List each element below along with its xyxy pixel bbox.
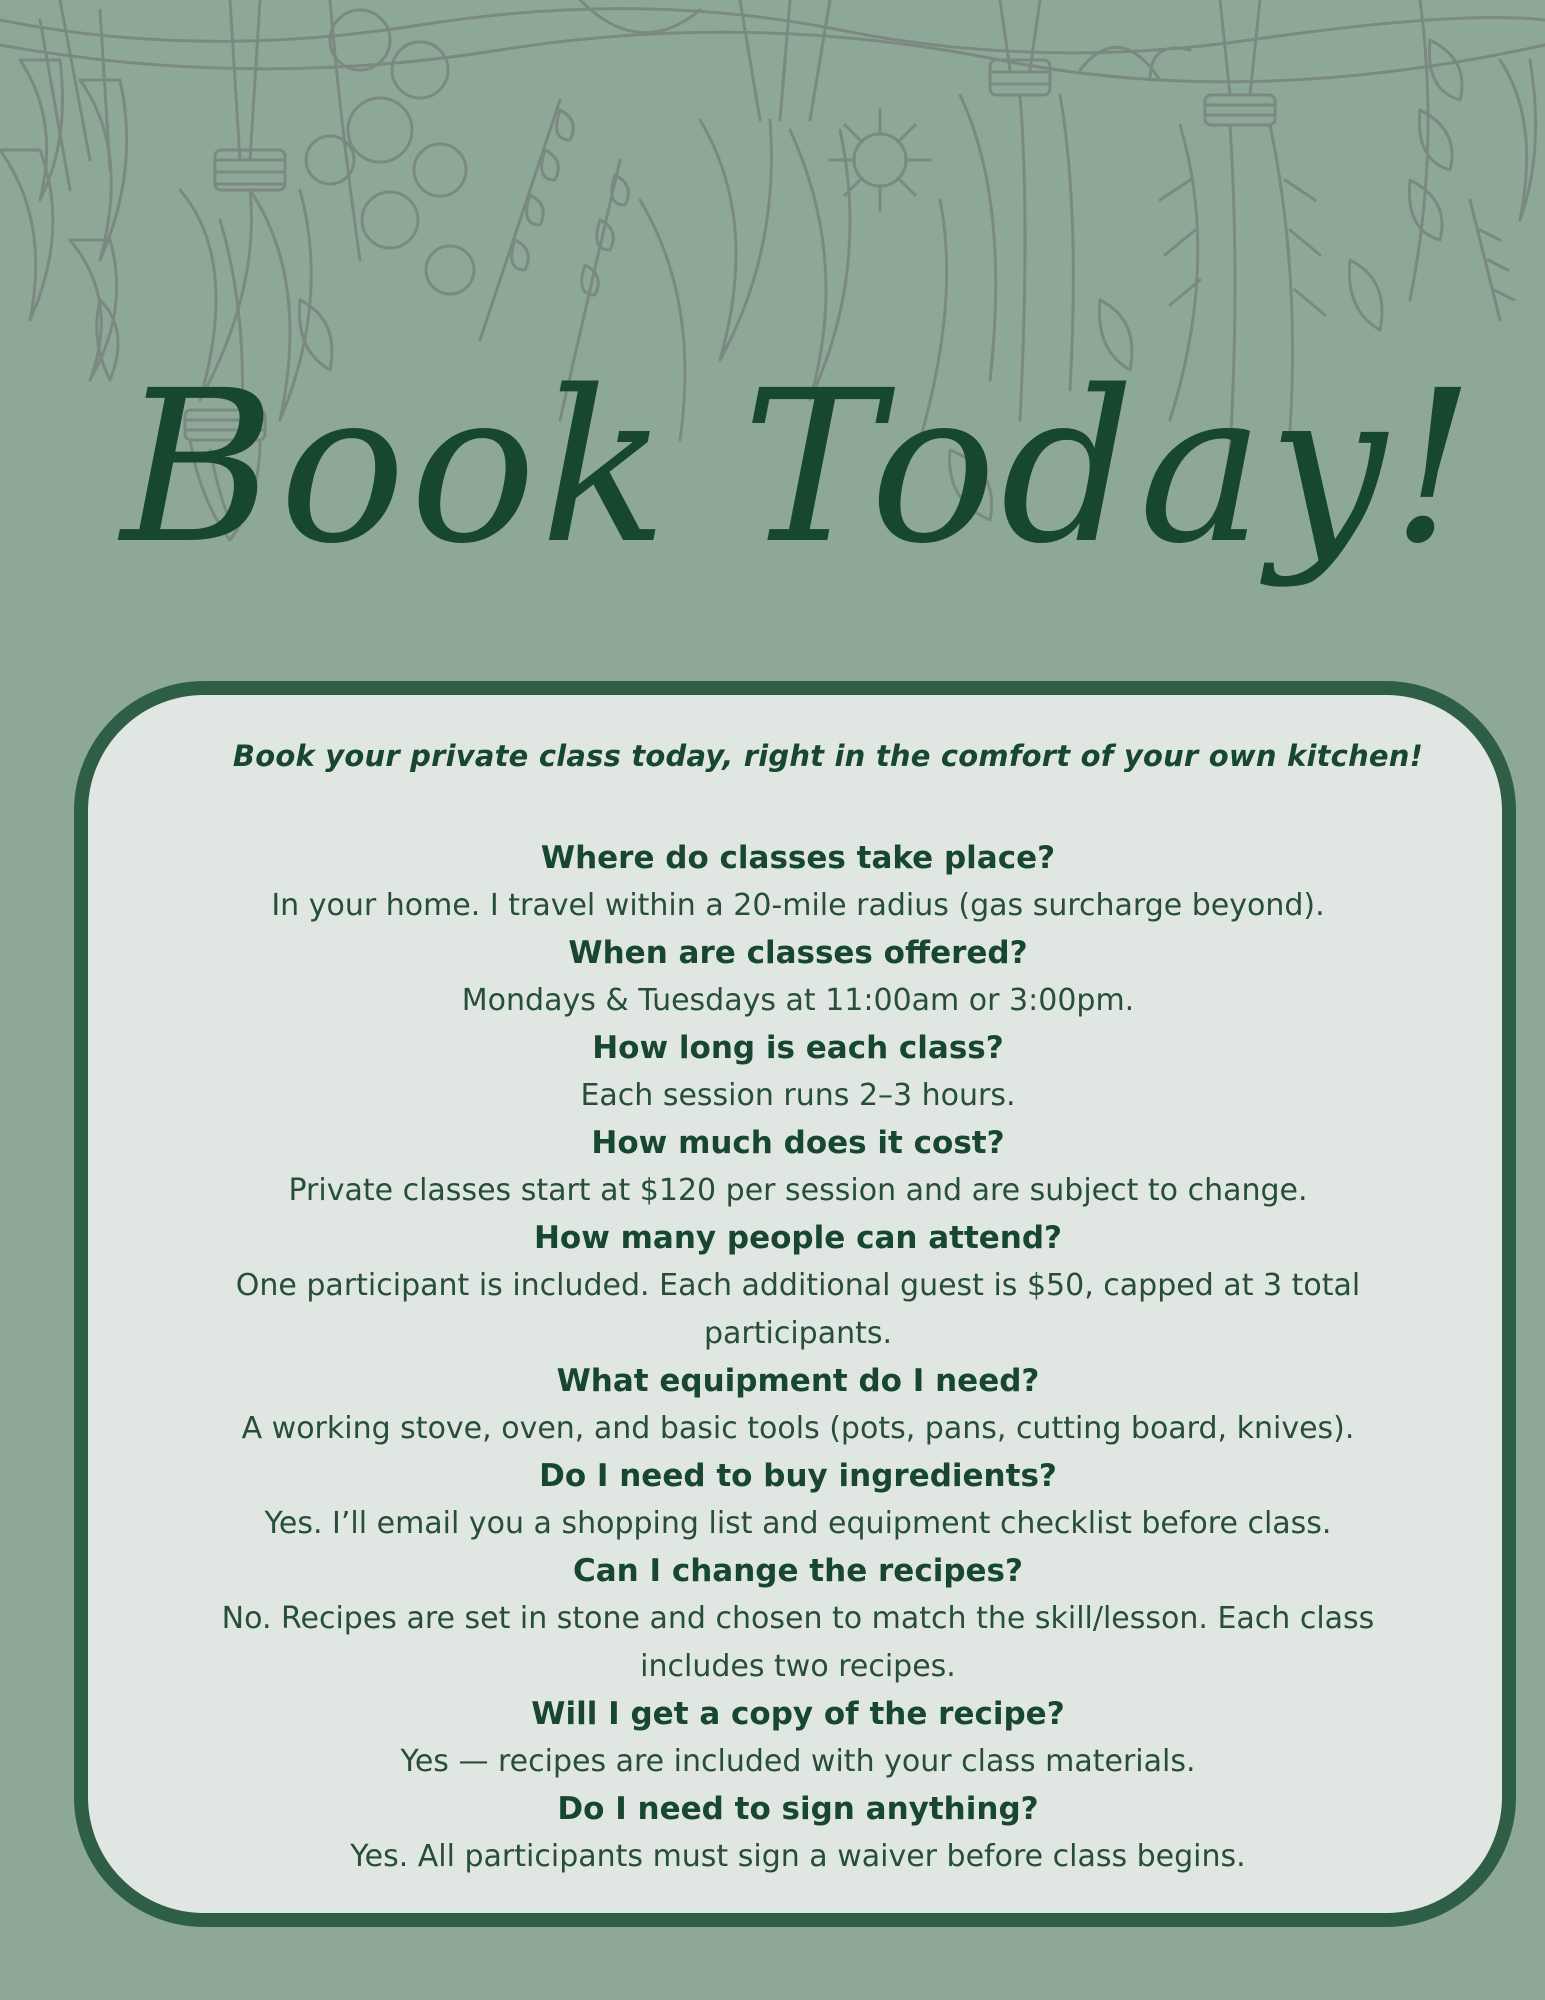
faq-item <box>148 1691 1448 1786</box>
faq-question: How many people can attend? <box>533 1220 1063 1256</box>
faq-answer: A working stove, oven, and basic tools (pots, pans, cutting board, knives). <box>241 1411 1355 1446</box>
faq-answer: Each session runs 2–3 hours. <box>580 1078 1016 1113</box>
faq-question: Where do classes take place? <box>540 840 1056 876</box>
faq-list <box>148 835 1448 1881</box>
faq-item <box>148 1786 1448 1881</box>
faq-card <box>74 681 1516 1927</box>
intro-text: Book your private class today, right in the comfort of your own kitchen! <box>232 739 1424 773</box>
faq-answer: No. Recipes are set in stone and chosen to match the skill/lesson. Each class includes two recipes. <box>221 1601 1375 1684</box>
faq-question: Will I get a copy of the recipe? <box>531 1696 1065 1732</box>
faq-question: How long is each class? <box>592 1030 1004 1066</box>
faq-answer: Yes. All participants must sign a waiver before class begins. <box>350 1839 1246 1874</box>
faq-question: Do I need to buy ingredients? <box>539 1458 1057 1494</box>
faq-answer: Yes — recipes are included with your class materials. <box>400 1744 1196 1779</box>
faq-question: When are classes offered? <box>568 935 1028 971</box>
faq-answer: Yes. I’ll email you a shopping list and equipment checklist before class. <box>264 1506 1332 1541</box>
faq-item <box>148 1215 1448 1358</box>
faq-question: Can I change the recipes? <box>573 1553 1023 1589</box>
faq-item <box>148 930 1448 1025</box>
faq-item <box>148 1453 1448 1548</box>
faq-answer: One participant is included. Each additional guest is $50, capped at 3 total participants. <box>235 1268 1361 1351</box>
faq-question: Do I need to sign anything? <box>557 1791 1039 1827</box>
faq-item <box>148 835 1448 930</box>
faq-item <box>148 1025 1448 1120</box>
faq-item <box>148 1358 1448 1453</box>
faq-answer: Private classes start at $120 per session and are subject to change. <box>288 1173 1308 1208</box>
faq-question: What equipment do I need? <box>556 1363 1040 1399</box>
faq-item <box>148 1548 1448 1691</box>
book-today-title <box>120 250 1480 670</box>
faq-question: How much does it cost? <box>591 1125 1005 1161</box>
faq-answer: Mondays & Tuesdays at 11:00am or 3:00pm. <box>461 983 1135 1018</box>
faq-answer: In your home. I travel within a 20-mile radius (gas surcharge beyond). <box>271 888 1325 923</box>
faq-item <box>148 1120 1448 1215</box>
page-title: Book Today! <box>120 345 1480 590</box>
